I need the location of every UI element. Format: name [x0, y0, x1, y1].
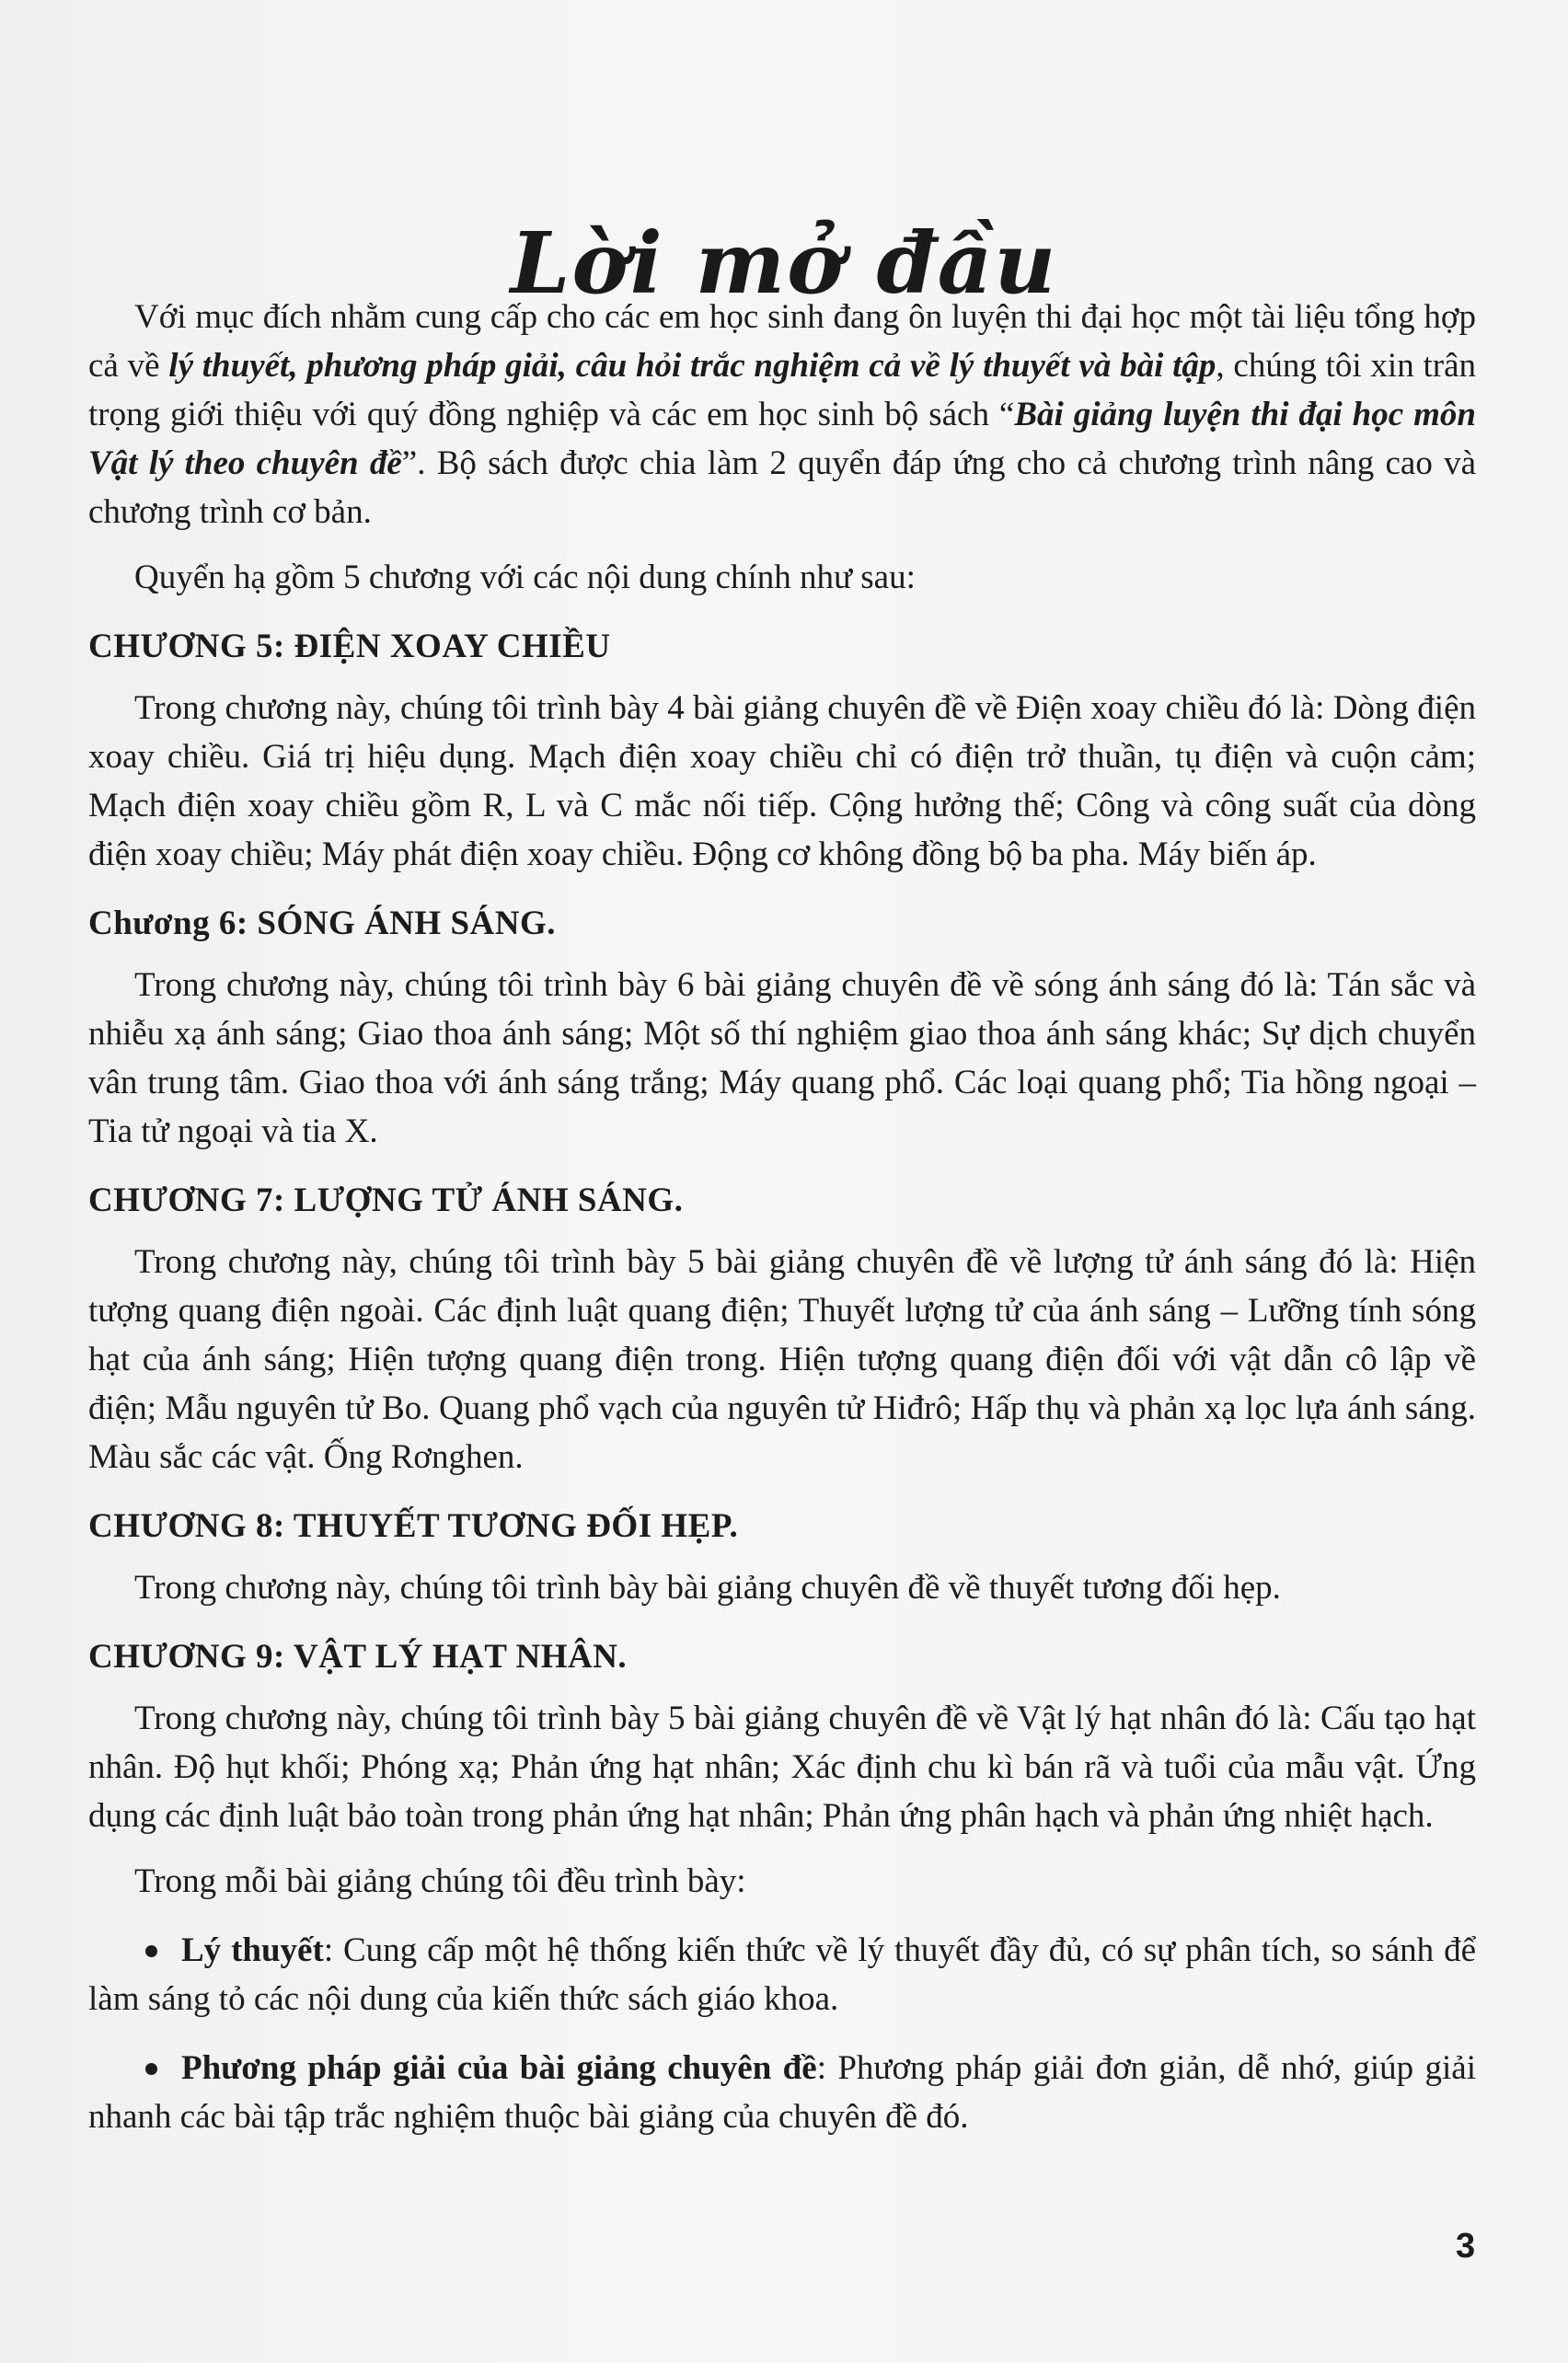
chapter-6-heading: Chương 6: SÓNG ÁNH SÁNG. [88, 905, 557, 942]
bullet-label: Phương pháp giải của bài giảng chuyên đề [181, 2049, 817, 2087]
bullet-icon [145, 1945, 157, 1957]
chapter-7-heading: CHƯƠNG 7: LƯỢNG TỬ ÁNH SÁNG. [88, 1182, 684, 1219]
intro-paragraph [88, 293, 1476, 536]
intro-emphasis-1: lý thuyết, phương pháp giải, câu hỏi trắc nghiệm cả về lý thuyết và bài tập [168, 347, 1216, 385]
bullet-text: : Phương pháp giải đơn giản, dễ nhớ, giúp giải nhanh các bài tập trắc nghiệm thuộc bài giảng của chuyên đề đó. [88, 2049, 1476, 2136]
bullet-text: : Cung cấp một hệ thống kiến thức về lý thuyết đầy đủ, có sự phân tích, so sánh để làm sáng tỏ các nội dung của kiến thức sách giáo khoa. [88, 1931, 1476, 2018]
bullet-icon [145, 2063, 157, 2075]
page-content [88, 293, 1476, 2141]
chapter-7-body: Trong chương này, chúng tôi trình bày 5 bài giảng chuyên đề về lượng tử ánh sáng đó là: Hiện tượng quang điện ngoài. Các định luật quang điện; Thuyết lượng tử của ánh sáng – Lưỡng tính sóng hạt của ánh sáng; Hiện tượng quang điện trong. Hiện tượng quang điện đối với vật dẫn cô lập về điện; Mẫu nguyên tử Bo. Quang phổ vạch của nguyên tử Hiđrô; Hấp thụ và phản xạ lọc lựa ánh sáng. Màu sắc các vật. Ống Rơnghen. [88, 1243, 1476, 1476]
closing-text: Trong mỗi bài giảng chúng tôi đều trình bày: [134, 1862, 746, 1900]
chapter-9-body: Trong chương này, chúng tôi trình bày 5 bài giảng chuyên đề về Vật lý hạt nhân đó là: Cấu tạo hạt nhân. Độ hụt khối; Phóng xạ; Phản ứng hạt nhân; Xác định chu kì bán rã và tuổi của mẫu vật. Ứng dụng các định luật bảo toàn trong phản ứng hạt nhân; Phản ứng phân hạch và phản ứng nhiệt hạch. [88, 1700, 1476, 1835]
bullet-item-method [88, 2044, 1476, 2141]
book-series-title: Bài giảng luyện thi đại học môn Vật lý theo chuyên đề [88, 396, 1476, 482]
chapter-6-body: Trong chương này, chúng tôi trình bày 6 bài giảng chuyên đề về sóng ánh sáng đó là: Tán sắc và nhiễu xạ ánh sáng; Giao thoa ánh sáng; Một số thí nghiệm giao thoa ánh sáng khác; Sự dịch chuyển vân trung tâm. Giao thoa với ánh sáng trắng; Máy quang phổ. Các loại quang phổ; Tia hồng ngoại – Tia tử ngoại và tia X. [88, 966, 1476, 1150]
intro-text-3: ”. Bộ sách được chia làm 2 quyển đáp ứng cho cả chương trình nâng cao và chương trình cơ bản. [88, 444, 1476, 531]
page-number: 3 [1456, 2227, 1476, 2265]
bullet-item-theory [88, 1926, 1476, 2023]
page-title: Lời mở đầu [510, 213, 1058, 313]
bullet-label: Lý thuyết [181, 1931, 324, 1969]
chapter-5-body: Trong chương này, chúng tôi trình bày 4 bài giảng chuyên đề về Điện xoay chiều đó là: Dòng điện xoay chiều. Giá trị hiệu dụng. Mạch điện xoay chiều chỉ có điện trở thuần, tụ điện và cuộn cảm; Mạch điện xoay chiều gồm R, L và C mắc nối tiếp. Cộng hưởng thế; Công và công suất của dòng điện xoay chiều; Máy phát điện xoay chiều. Động cơ không đồng bộ ba pha. Máy biến áp. [88, 689, 1476, 873]
volume-summary: Quyển hạ gồm 5 chương với các nội dung chính như sau: [134, 559, 916, 596]
chapter-9-heading: CHƯƠNG 9: VẬT LÝ HẠT NHÂN. [88, 1638, 628, 1676]
chapter-5-heading: CHƯƠNG 5: ĐIỆN XOAY CHIỀU [88, 628, 611, 665]
chapter-8-body: Trong chương này, chúng tôi trình bày bài giảng chuyên đề về thuyết tương đối hẹp. [134, 1569, 1281, 1607]
chapter-8-heading: CHƯƠNG 8: THUYẾT TƯƠNG ĐỐI HẸP. [88, 1507, 739, 1545]
intro-text-2: , chúng tôi xin trân trọng giới thiệu với quý đồng nghiệp và các em học sinh bộ sách “ [88, 347, 1476, 433]
intro-text-1: Với mục đích nhằm cung cấp cho các em học sinh đang ôn luyện thi đại học một tài liệu tổng hợp cả về [88, 298, 1476, 385]
